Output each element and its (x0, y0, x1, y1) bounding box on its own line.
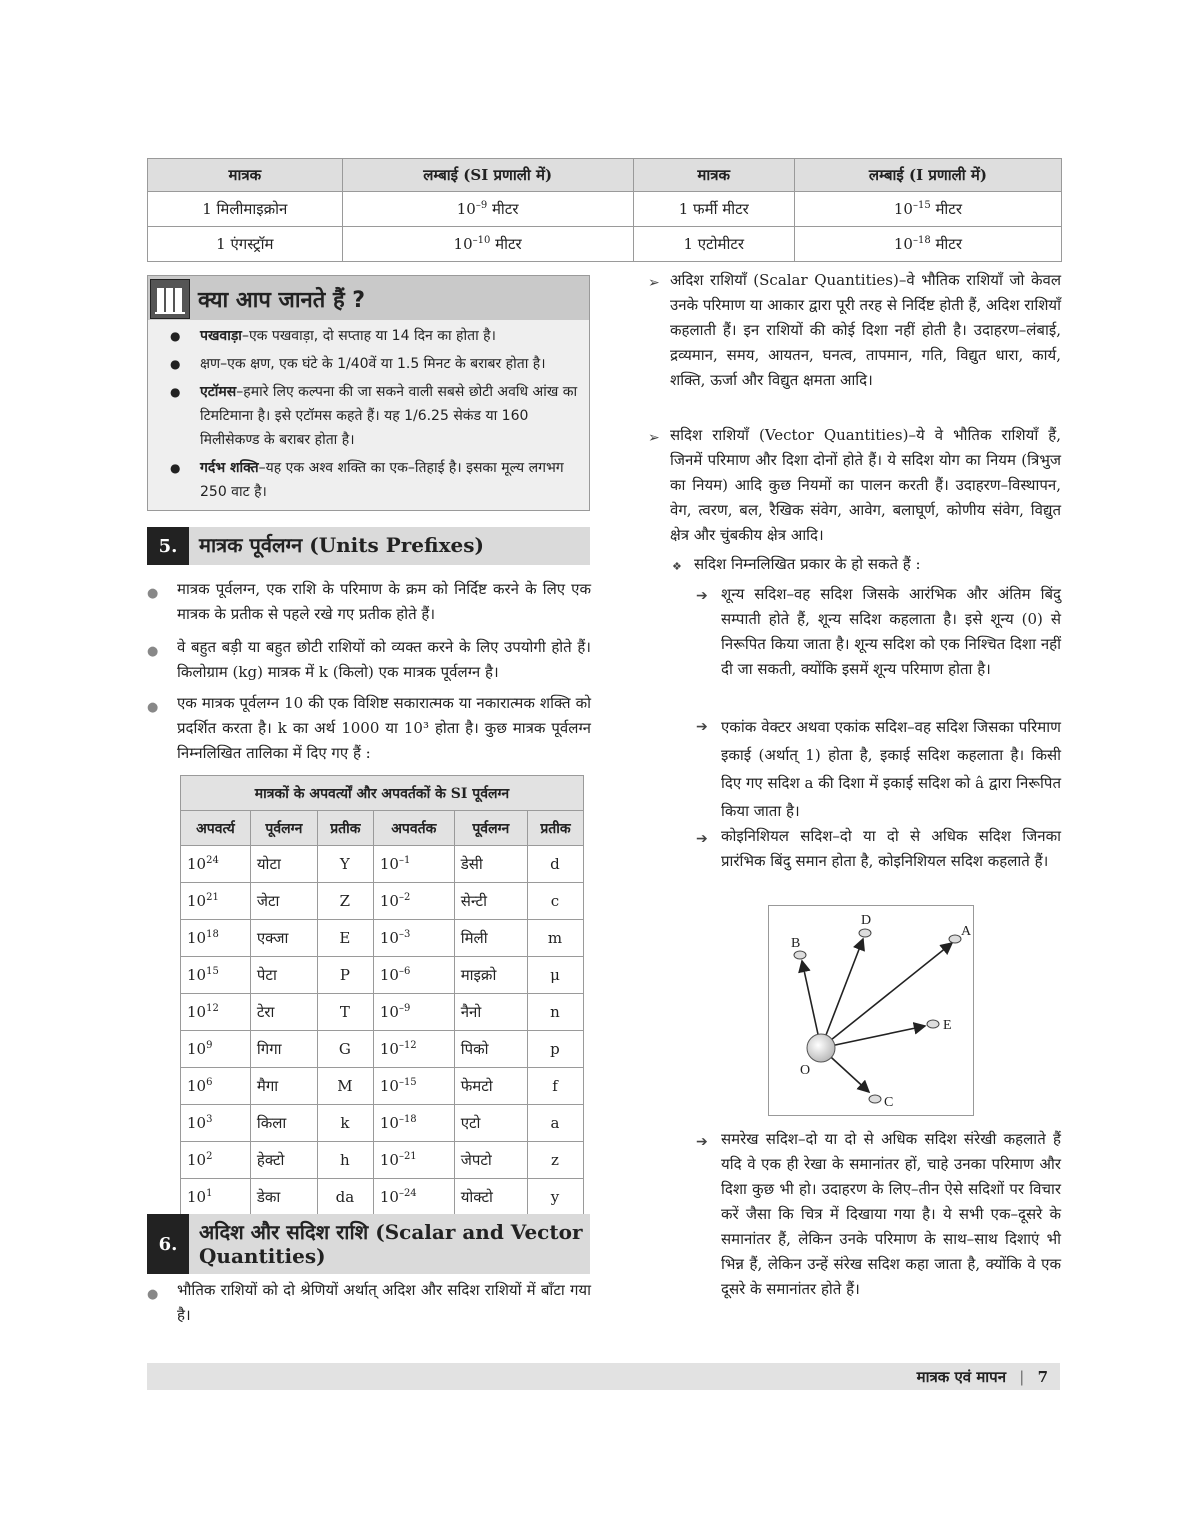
cell: $10^{-9}$ (373, 994, 454, 1031)
label-e: E (943, 1018, 952, 1033)
list-item: ● क्षण–एक क्षण, एक घंटे के 1/40वें या 1.5 मिनट के बराबर होता है। (148, 352, 585, 376)
arrow-icon: ➔ (696, 719, 708, 735)
unit-vector-paragraph: एकांक वेक्टर अथवा एकांक सदिश–वह सदिश जिसका परिमाण इकाई (अर्थात् 1) होता है, इकाई सदिश कहलाता है। किसी दिए गए सदिश a की दिशा में इकाई सदिश को â द्वारा निरूपित किया जाता है। (721, 718, 1061, 820)
label-d: D (861, 913, 872, 928)
cell: किला (250, 1105, 317, 1142)
table-row (148, 192, 1062, 227)
list-item: ● एटॉमस–हमारे लिए कल्पना की जा सकने वाली सबसे छोटी अवधि आंख का टिमटिमाना है। इसे एटॉमस कहते हैं। यह 1/6.25 सेकंड या 160 मिलीसेकण्ड के बराबर होता है। (148, 380, 585, 452)
coinitial-vectors-diagram (768, 905, 974, 1116)
cell: μ (527, 957, 583, 994)
cell: h (317, 1142, 373, 1179)
label-b: B (791, 936, 801, 951)
cell: जेटा (250, 883, 317, 920)
cell: टेरा (250, 994, 317, 1031)
cell: गिगा (250, 1031, 317, 1068)
bullet-icon: ● (147, 586, 159, 601)
diamond-bullet-icon: ❖ (672, 560, 682, 573)
cell: $10^2$ (181, 1142, 251, 1179)
cell: $10^{-9}$ मीटर (342, 192, 633, 227)
cell: M (317, 1068, 373, 1105)
cell: f (527, 1068, 583, 1105)
arrow-icon: ➔ (696, 588, 708, 604)
cell: $10^3$ (181, 1105, 251, 1142)
table-row (181, 1031, 584, 1068)
cell: 1 मिलीमाइक्रोन (148, 192, 343, 227)
table-row (181, 1068, 584, 1105)
point-c (869, 1095, 881, 1103)
table-row (181, 883, 584, 920)
label-c: C (884, 1095, 894, 1110)
coinitial-vector-paragraph: कोइनिशियल सदिश–दो या दो से अधिक सदिश जिनका प्रारंभिक बिंदु समान होता है, कोइनिशियल सदिश कहलाते हैं। (721, 827, 1061, 870)
cell: $10^{12}$ (181, 994, 251, 1031)
cell: नैनो (454, 994, 527, 1031)
col-header: लम्बाई (SI प्रणाली में) (342, 159, 633, 192)
cell: $10^{-6}$ (373, 957, 454, 994)
section-title: मात्रक पूर्वलग्न (Units Prefixes) (199, 533, 484, 557)
origin-point (807, 1034, 835, 1062)
col-header: प्रतीक (527, 811, 583, 846)
cell: $10^{-15}$ (373, 1068, 454, 1105)
cell: योक्टो (454, 1179, 527, 1216)
table-row (181, 846, 584, 883)
col-header: अपवर्तक (373, 811, 454, 846)
cell: E (317, 920, 373, 957)
cell: $10^{-24}$ (373, 1179, 454, 1216)
cell: $10^{-18}$ मीटर (794, 227, 1061, 262)
section-number: 5. (147, 527, 189, 565)
table-row (181, 994, 584, 1031)
cell: G (317, 1031, 373, 1068)
point-d (859, 929, 871, 937)
cell: $10^{-12}$ (373, 1031, 454, 1068)
point-e (927, 1020, 939, 1028)
cell: $10^9$ (181, 1031, 251, 1068)
table-row (181, 920, 584, 957)
cell: $10^{-21}$ (373, 1142, 454, 1179)
cell: da (317, 1179, 373, 1216)
col-header: मात्रक (633, 159, 794, 192)
table-row (181, 1179, 584, 1216)
cell: P (317, 957, 373, 994)
list-item: ● पखवाड़ा–एक पखवाड़ा, दो सप्ताह या 14 दिन का होता है। (148, 324, 585, 348)
cell: m (527, 920, 583, 957)
cell: जेपटो (454, 1142, 527, 1179)
paragraph: भौतिक राशियों को दो श्रेणियों अर्थात् अदिश और सदिश राशियों में बाँटा गया है। (177, 1281, 591, 1324)
paragraph: वे बहुत बड़ी या बहुत छोटी राशियों को व्यक्त करने के लिए उपयोगी होते हैं। किलोग्राम (kg) मात्रक में k (किलो) एक मात्रक पूर्वलग्न है। (177, 638, 591, 681)
did-you-know-header (148, 276, 589, 320)
footer-separator: | (1019, 1368, 1025, 1386)
did-you-know-title: क्या आप जानते हैं ? (198, 288, 366, 313)
cell: k (317, 1105, 373, 1142)
table-caption: मात्रकों के अपवर्त्यों और अपवर्तकों के SI पूर्वलग्न (181, 776, 584, 811)
cell: y (527, 1179, 583, 1216)
arrow-bullet-icon: ➢ (648, 430, 660, 446)
cell: पिको (454, 1031, 527, 1068)
arrow-bullet-icon: ➢ (648, 275, 660, 291)
cell: $10^{-1}$ (373, 846, 454, 883)
cell: $10^{-10}$ मीटर (342, 227, 633, 262)
col-header: पूर्वलग्न (454, 811, 527, 846)
label-a: A (961, 924, 972, 939)
col-header: पूर्वलग्न (250, 811, 317, 846)
col-header: मात्रक (148, 159, 343, 192)
col-header: अपवर्त्य (181, 811, 251, 846)
cell: एक्जा (250, 920, 317, 957)
section-5-heading (147, 527, 590, 565)
chapter-title: मात्रक एवं मापन (916, 1368, 1007, 1386)
cell: Y (317, 846, 373, 883)
point-b (794, 951, 806, 959)
section-number: 6. (147, 1214, 189, 1274)
bullet-icon: ● (147, 700, 159, 715)
label-o: O (800, 1063, 811, 1078)
cell: डेका (250, 1179, 317, 1216)
cell: p (527, 1031, 583, 1068)
cell: $10^{-2}$ (373, 883, 454, 920)
cell: सेन्टी (454, 883, 527, 920)
table-row (148, 227, 1062, 262)
scalar-paragraph: अदिश राशियाँ (Scalar Quantities)–वे भौतिक राशियाँ जो केवल उनके परिमाण या आकार द्वारा पूरी तरह से निर्दिष्ट होती हैं, अदिश राशियाँ कहलाती हैं। इन राशियों की कोई दिशा नहीं होती है। उदाहरण–लंबाई, द्रव्यमान, समय, आयतन, घनत्व, तापमान, गति, विद्युत धारा, कार्य, शक्ति, ऊर्जा और विद्युत क्षमता आदि। (670, 271, 1061, 389)
section-6-heading (147, 1214, 590, 1274)
units-table (147, 158, 1062, 262)
cell: $10^6$ (181, 1068, 251, 1105)
cell: हेक्टो (250, 1142, 317, 1179)
cell: $10^{24}$ (181, 846, 251, 883)
cell: a (527, 1105, 583, 1142)
paragraph: सदिश निम्नलिखित प्रकार के हो सकते हैं : (694, 555, 921, 573)
cell: योटा (250, 846, 317, 883)
bullet-icon: ● (147, 1287, 159, 1302)
cell: $10^{-15}$ मीटर (794, 192, 1061, 227)
cell: d (527, 846, 583, 883)
cell: n (527, 994, 583, 1031)
page-footer (147, 1363, 1060, 1390)
paragraph: मात्रक पूर्वलग्न, एक राशि के परिमाण के क्रम को निर्दिष्ट करने के लिए एक मात्रक के प्रतीक से पहले रखे गए प्रतीक होते हैं। (177, 580, 591, 623)
arrow-icon: ➔ (696, 1134, 708, 1150)
section-title: अदिश और सदिश राशि (Scalar and Vector Quantities) (199, 1220, 583, 1268)
did-you-know-box (147, 275, 590, 511)
point-a (949, 935, 961, 943)
cell: 1 एटोमीटर (633, 227, 794, 262)
list-item: ● गर्दभ शक्ति–यह एक अश्व शक्ति का एक–तिहाई है। इसका मूल्य लगभग 250 वाट है। (148, 456, 585, 504)
cell: $10^{-3}$ (373, 920, 454, 957)
cell: मिली (454, 920, 527, 957)
did-you-know-list (148, 324, 591, 508)
table-header-row (181, 811, 584, 846)
vector-oe (821, 1026, 925, 1048)
cell: $10^{18}$ (181, 920, 251, 957)
vector-diagram-svg (769, 906, 973, 1115)
table-header-row (148, 159, 1062, 192)
table-row (181, 957, 584, 994)
cell: $10^{15}$ (181, 957, 251, 994)
cell: z (527, 1142, 583, 1179)
col-header: लम्बाई (I प्रणाली में) (794, 159, 1061, 192)
si-prefix-table (180, 775, 584, 1216)
page-number: 7 (1037, 1368, 1048, 1386)
cell: माइक्रो (454, 957, 527, 994)
cell: $10^{-18}$ (373, 1105, 454, 1142)
cell: डेसी (454, 846, 527, 883)
cell: $10^{21}$ (181, 883, 251, 920)
cell: फेमटो (454, 1068, 527, 1105)
vector-paragraph: सदिश राशियाँ (Vector Quantities)–ये वे भौतिक राशियाँ हैं, जिनमें परिमाण और दिशा दोनों होते हैं। ये सदिश योग का नियम (त्रिभुज का नियम) आदि कुछ नियमों का पालन करती हैं। उदाहरण–विस्थापन, वेग, त्वरण, बल, रैखिक संवेग, आवेग, बलाघूर्ण, कोणीय संवेग, विद्युत क्षेत्र और चुंबकीय क्षेत्र आदि। (670, 426, 1061, 544)
cell: मैगा (250, 1068, 317, 1105)
bullet-icon: ● (147, 644, 159, 659)
table-row (181, 1142, 584, 1179)
null-vector-paragraph: शून्य सदिश–वह सदिश जिसके आरंभिक और अंतिम बिंदु सम्पाती होते हैं, शून्य सदिश कहलाता है। इसे शून्य (0) से निरूपित किया जाता है। शून्य सदिश को एक निश्चित दिशा नहीं दी जा सकती, क्योंकि इसमें शून्य परिमाण होता है। (721, 585, 1061, 678)
col-header: प्रतीक (317, 811, 373, 846)
cell: Z (317, 883, 373, 920)
cell: पेटा (250, 957, 317, 994)
arrow-icon: ➔ (696, 831, 708, 847)
cell: c (527, 883, 583, 920)
cell: $10^1$ (181, 1179, 251, 1216)
cell: T (317, 994, 373, 1031)
cell: 1 फर्मी मीटर (633, 192, 794, 227)
cell: एटो (454, 1105, 527, 1142)
books-icon (150, 279, 190, 319)
collinear-vector-paragraph: समरेख सदिश–दो या दो से अधिक सदिश संरेखी कहलाते हैं यदि वे एक ही रेखा के समानांतर हों, चाहे उनका परिमाण और दिशा कुछ भी हो। उदाहरण के लिए–तीन ऐसे सदिशों पर विचार करें जैसा कि चित्र में दिखाया गया है। ये सभी एक–दूसरे के समानांतर हैं, लेकिन उनके परिमाण के साथ–साथ दिशाएं भी भिन्न हैं, लेकिन उन्हें संरेख सदिश कहा जाता है, क्योंकि वे एक दूसरे के समानांतर होते हैं। (721, 1130, 1061, 1298)
paragraph: एक मात्रक पूर्वलग्न 10 की एक विशिष्ट सकारात्मक या नकारात्मक शक्ति को प्रदर्शित करता है। k का अर्थ 1000 या 10³ होता है। कुछ मात्रक पूर्वलग्न निम्नलिखित तालिका में दिए गए हैं : (177, 694, 591, 762)
cell: 1 एंगस्ट्रॉम (148, 227, 343, 262)
table-row (181, 1105, 584, 1142)
